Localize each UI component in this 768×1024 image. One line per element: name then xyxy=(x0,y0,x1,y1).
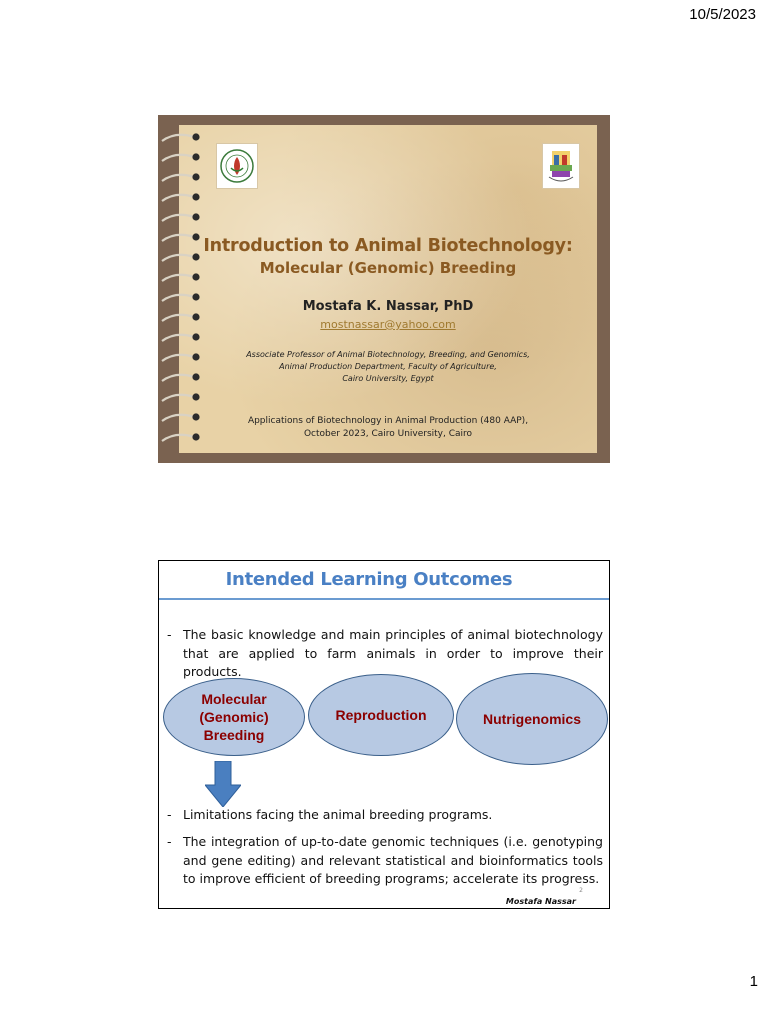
topic-line: Breeding xyxy=(203,727,265,743)
logo-right xyxy=(542,143,580,189)
page-number: 1 xyxy=(749,973,758,990)
topic-label: Reproduction xyxy=(335,707,427,723)
topic-label: Nutrigenomics xyxy=(482,711,581,727)
bullet-text: The basic knowledge and main principles of animal biotechnology that are applied to farm animals in order to improve their products. xyxy=(183,627,603,679)
affiliation-line: Associate Professor of Animal Biotechnology, Breeding, and Genomics, xyxy=(246,350,530,359)
bullet-dash: - xyxy=(167,807,172,822)
slide-1 xyxy=(158,115,610,463)
course-line: Applications of Biotechnology in Animal Production (480 AAP), xyxy=(247,416,529,426)
page-date: 10/5/2023 xyxy=(689,6,756,23)
affiliation-line: Animal Production Department, Faculty of Agriculture, xyxy=(279,362,497,371)
slide-1-title: Introduction to Animal Biotechnology: xyxy=(203,236,573,256)
topic-line: Molecular xyxy=(201,691,267,707)
slide-2-title: Intended Learning Outcomes xyxy=(225,569,513,590)
logo-left xyxy=(216,143,258,189)
title-divider xyxy=(159,598,609,600)
topic-molecular-breeding xyxy=(163,678,305,756)
topic-line: (Genomic) xyxy=(199,709,269,725)
course-line: October 2023, Cairo University, Cairo xyxy=(303,429,473,439)
cairo-university-logo-icon xyxy=(546,147,576,185)
topic-nutrigenomics xyxy=(456,673,608,765)
slide-number: 2 xyxy=(579,887,583,894)
author-name: Mostafa K. Nassar, PhD xyxy=(302,299,474,314)
author-email-link[interactable]: mostnassar@yahoo.com xyxy=(320,318,456,331)
spiral-binding-icon xyxy=(158,129,202,449)
topic-reproduction xyxy=(308,674,454,756)
affiliation-line: Cairo University, Egypt xyxy=(342,374,434,383)
slide-2 xyxy=(158,560,610,909)
slide-1-subtitle: Molecular (Genomic) Breeding xyxy=(259,259,517,277)
bullet-text: Limitations facing the animal breeding programs. xyxy=(183,807,493,822)
slide-footer-author: Mostafa Nassar xyxy=(505,897,576,906)
faculty-of-agriculture-logo-icon xyxy=(219,148,255,184)
bullet-dash: - xyxy=(167,834,172,849)
bullet-item xyxy=(167,833,603,889)
bullet-item xyxy=(167,806,603,825)
bullet-dash: - xyxy=(167,627,172,642)
bullet-text: The integration of up-to-date genomic techniques (i.e. genotyping and gene editing) and relevant statistical and bioinformatics tools to improve efficient of breeding programs; accelerate its progress. xyxy=(183,834,603,886)
down-arrow-icon xyxy=(205,761,241,807)
